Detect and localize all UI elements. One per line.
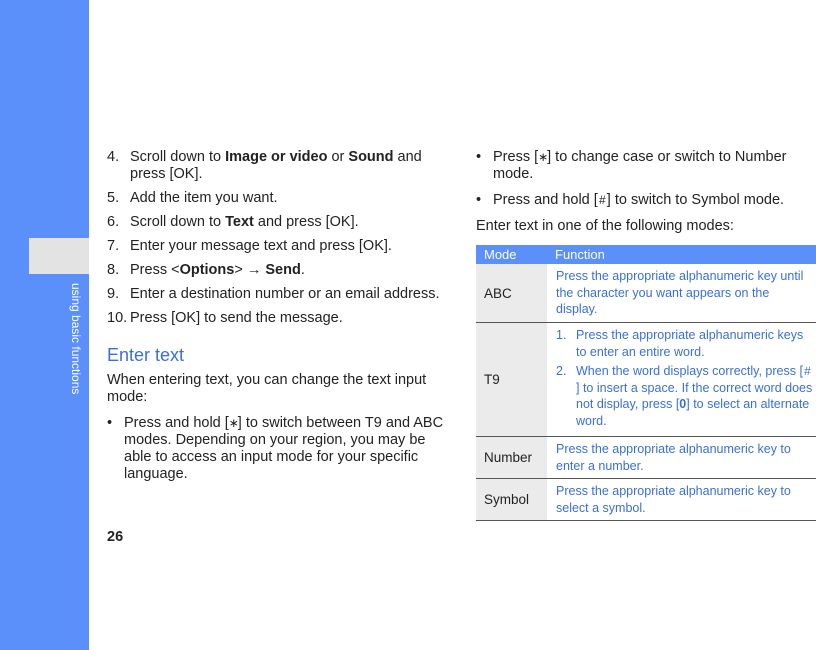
- section-intro: When entering text, you can change the text input mode:: [107, 372, 427, 405]
- chapter-tab: [29, 238, 89, 274]
- section-heading: Enter text: [107, 345, 185, 365]
- step-5: 5. Add the item you want.: [107, 190, 278, 206]
- zero-key: 0: [679, 397, 687, 411]
- hash-key-icon: #: [598, 193, 606, 207]
- star-key-icon: ∗: [538, 150, 549, 164]
- step-4: 4. Scroll down to Image or video or Sound and press [OK].: [107, 149, 422, 182]
- ok-key: OK: [329, 214, 351, 230]
- function-cell: Press the appropriate alphanumeric key until the character you want appears on the display.: [547, 264, 816, 323]
- table-row: [476, 323, 816, 437]
- t9-step-1: 1. Press the appropriate alphanumeric keys to enter an entire word.: [556, 328, 804, 359]
- ok-key: OK: [175, 310, 197, 326]
- bullet-symbol-mode: • Press and hold [#] to switch to Symbol mode.: [476, 192, 785, 208]
- mode-cell: Number: [476, 437, 547, 479]
- header-mode: Mode: [476, 245, 547, 264]
- left-column: [107, 149, 449, 492]
- function-cell: [547, 323, 816, 437]
- ok-key: OK: [173, 166, 195, 182]
- hash-key-icon: #: [804, 364, 811, 378]
- star-key-icon: ∗: [228, 416, 239, 430]
- mode-cell: T9: [476, 323, 547, 437]
- table-header: [476, 245, 816, 264]
- page-number: 26: [107, 529, 124, 545]
- modes-table: [476, 245, 816, 521]
- chapter-label: using basic functions: [69, 283, 83, 395]
- right-column: [476, 149, 816, 521]
- step-8: 8. Press <Options> → Send.: [107, 262, 305, 278]
- bullet-change-case: • Press [∗] to change case or switch to Number mode.: [476, 149, 787, 182]
- header-function: Function: [547, 245, 816, 264]
- step-10: 10. Press [OK] to send the message.: [107, 310, 343, 326]
- table-row: [476, 264, 816, 323]
- bullet-switch-mode: • Press and hold [∗] to switch between T9 and ABC modes. Depending on your region, you may be able to access an input mode for your specific language.: [107, 415, 444, 482]
- t9-step-2: 2. When the word displays correctly, press [#] to insert a space. If the correct word does not display, press [0] to select an alternate word.: [556, 364, 813, 428]
- modes-intro: Enter text in one of the following modes:: [476, 218, 734, 234]
- table-row: [476, 437, 816, 479]
- mode-cell: Symbol: [476, 479, 547, 521]
- step-9: 9. Enter a destination number or an email address.: [107, 286, 440, 302]
- function-cell: Press the appropriate alphanumeric key to select a symbol.: [547, 479, 816, 521]
- step-6: 6. Scroll down to Text and press [OK].: [107, 214, 359, 230]
- step-7: 7. Enter your message text and press [OK].: [107, 238, 392, 254]
- function-cell: Press the appropriate alphanumeric key to enter a number.: [547, 437, 816, 479]
- mode-cell: ABC: [476, 264, 547, 323]
- ok-key: OK: [362, 238, 384, 254]
- table-row: [476, 479, 816, 521]
